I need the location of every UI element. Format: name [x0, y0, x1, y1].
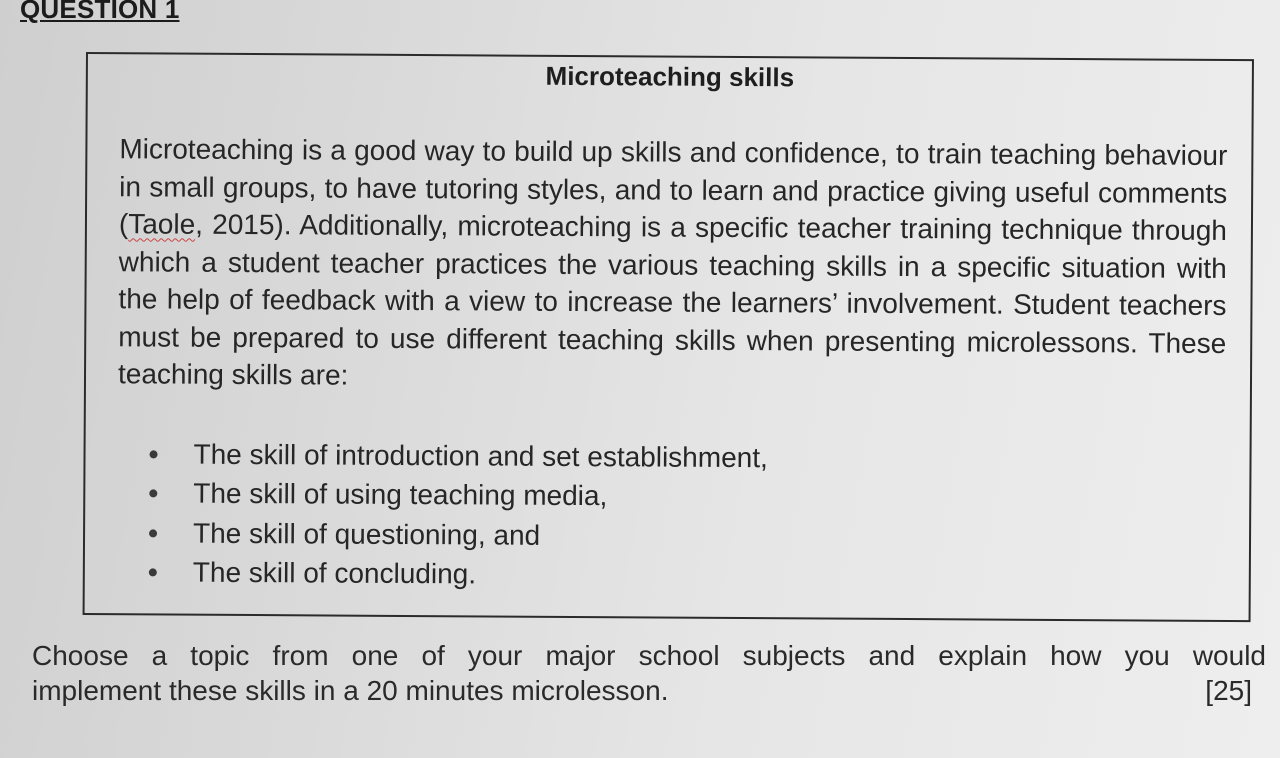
skill-label: The skill of introduction and set establishment,	[193, 438, 768, 473]
bullet-icon	[149, 569, 157, 577]
question-heading: QUESTION 1	[20, 0, 180, 24]
box-title: Microteaching skills	[545, 60, 795, 93]
paragraph-text-after: , 2015). Additionally, microteaching is a specific teacher training technique through which a student teacher practices the various teaching skills in a specific situation with the help of feedback with a view to increase the learners’ involvement. Student teachers must be prepared to use different teaching skills when presenting microlessons. These teaching skills are:	[117, 208, 1228, 391]
list-item	[141, 434, 768, 477]
instruction-line-2: implement these skills in a 20 minutes microlesson.	[32, 675, 669, 706]
instruction	[32, 638, 1266, 708]
skill-label: The skill of questioning, and	[192, 517, 541, 551]
microteaching-box	[83, 52, 1254, 622]
intro-paragraph	[118, 130, 1228, 399]
bullet-icon	[150, 450, 158, 458]
paragraph-text-before: Microteaching is a good way to build up skills and confidence, to train teaching behaviour in small groups, to have tutoring styles, and to learn and practice giving useful comments (	[118, 133, 1228, 240]
skill-label: The skill of using teaching media,	[193, 477, 608, 512]
list-item	[141, 513, 768, 556]
skills-list	[141, 434, 768, 596]
bullet-icon	[149, 529, 157, 537]
citation-author: Taole	[128, 208, 196, 240]
instruction-line-1: Choose a topic from one of your major school subjects and explain how you would	[32, 640, 1266, 671]
marks-label: [25]	[1205, 675, 1252, 706]
list-item	[141, 553, 768, 596]
skill-label: The skill of concluding.	[192, 556, 477, 590]
bullet-icon	[149, 490, 157, 498]
list-item	[141, 474, 768, 517]
instruction-line-2-row	[32, 673, 1266, 708]
